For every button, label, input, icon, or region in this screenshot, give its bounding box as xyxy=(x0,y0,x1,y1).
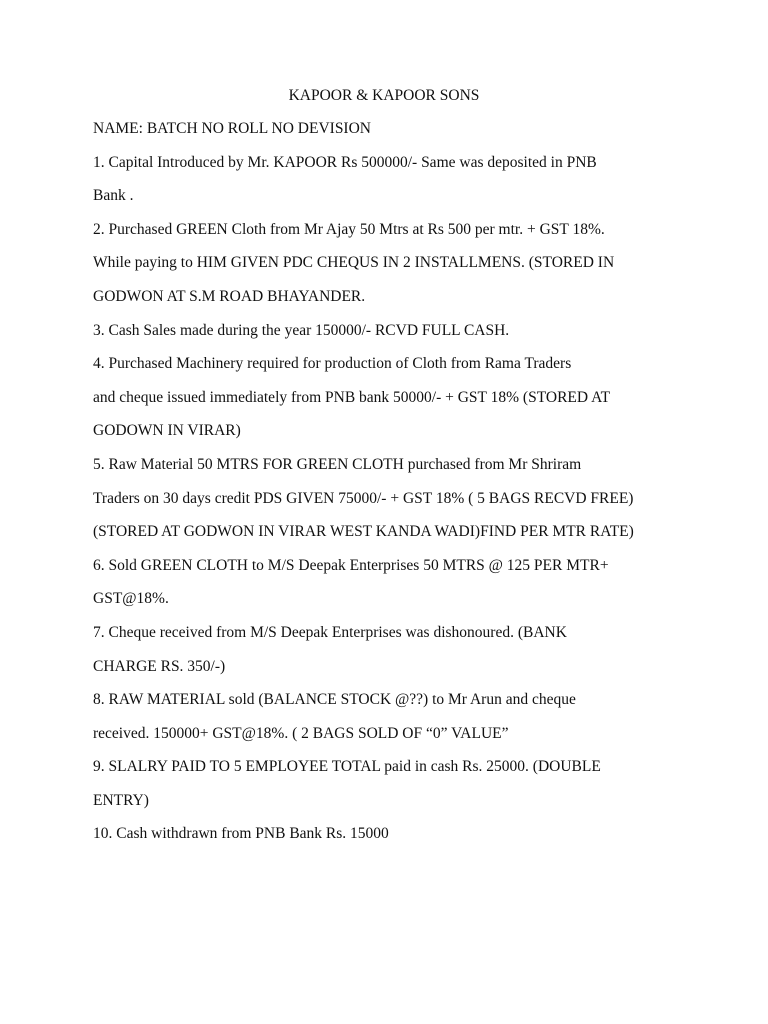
text-line: Traders on 30 days credit PDS GIVEN 75000/- + GST 18% ( 5 BAGS RECVD FREE) xyxy=(93,489,634,507)
text-line: 1. Capital Introduced by Mr. KAPOOR Rs 500000/- Same was deposited in PNB xyxy=(93,153,597,171)
document-body xyxy=(93,119,733,858)
text-line: Bank . xyxy=(93,187,134,205)
text-line: 9. SLALRY PAID TO 5 EMPLOYEE TOTAL paid in cash Rs. 25000. (DOUBLE xyxy=(93,758,601,776)
text-line: GODWON AT S.M ROAD BHAYANDER. xyxy=(93,287,366,305)
text-line: ENTRY) xyxy=(93,791,149,809)
text-line: (STORED AT GODWON IN VIRAR WEST KANDA WADI)FIND PER MTR RATE) xyxy=(93,523,634,541)
text-line: 2. Purchased GREEN Cloth from Mr Ajay 50 Mtrs at Rs 500 per mtr. + GST 18%. xyxy=(93,220,605,238)
text-line: 3. Cash Sales made during the year 150000/- RCVD FULL CASH. xyxy=(93,321,510,339)
text-line: 5. Raw Material 50 MTRS FOR GREEN CLOTH purchased from Mr Shriram xyxy=(93,455,582,473)
text-line: and cheque issued immediately from PNB bank 50000/- + GST 18% (STORED AT xyxy=(93,388,611,406)
text-line: 8. RAW MATERIAL sold (BALANCE STOCK @??) to Mr Arun and cheque xyxy=(93,691,576,709)
text-line: While paying to HIM GIVEN PDC CHEQUS IN 2 INSTALLMENS. (STORED IN xyxy=(93,254,615,272)
text-line: GST@18%. xyxy=(93,590,169,608)
text-line: 7. Cheque received from M/S Deepak Enterprises was dishonoured. (BANK xyxy=(93,623,567,641)
text-line: 4. Purchased Machinery required for production of Cloth from Rama Traders xyxy=(93,355,572,373)
text-line: CHARGE RS. 350/-) xyxy=(93,657,226,675)
document-title: KAPOOR & KAPOOR SONS xyxy=(288,87,480,104)
student-details-line: NAME: BATCH NO ROLL NO DEVISION xyxy=(93,120,371,137)
text-line: received. 150000+ GST@18%. ( 2 BAGS SOLD OF “0” VALUE” xyxy=(93,724,509,742)
text-line: GODOWN IN VIRAR) xyxy=(93,422,241,440)
text-line: 10. Cash withdrawn from PNB Bank Rs. 15000 xyxy=(93,825,389,843)
text-line: 6. Sold GREEN CLOTH to M/S Deepak Enterprises 50 MTRS @ 125 PER MTR+ xyxy=(93,556,609,574)
